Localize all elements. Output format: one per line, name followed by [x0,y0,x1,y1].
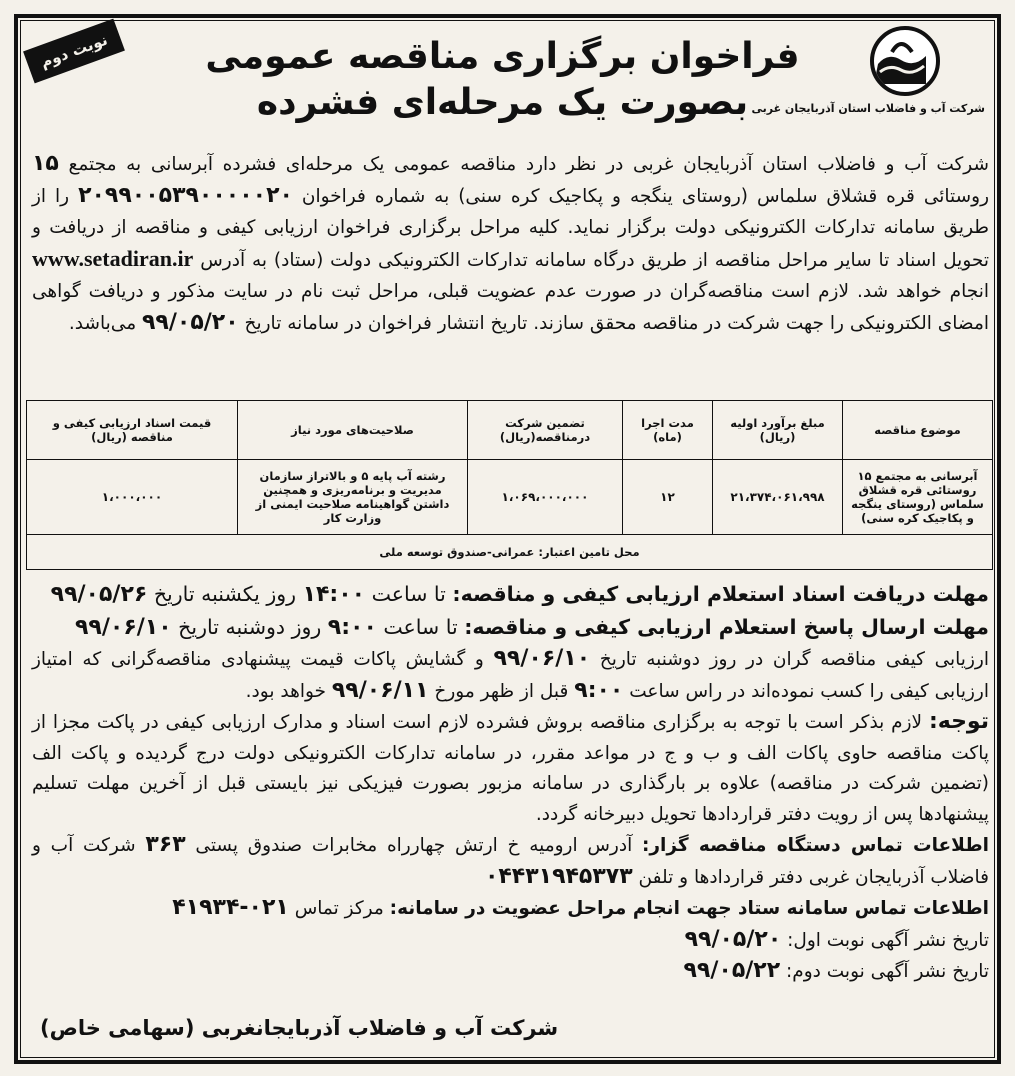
col-estimate: مبلغ برآورد اولیه (ریال) [713,401,843,460]
send-deadline-text: تا ساعت [383,615,458,639]
evaluation-text-3: قبل از ظهر مورخ [434,680,569,702]
setad-phone: ۰۲۱-۴۱۹۳۴ [172,895,289,920]
notice-details [32,578,989,988]
org-name: شرکت آب و فاضلاب استان آذربایجان غربی [751,102,985,115]
col-subject: موضوع مناقصه [843,401,993,460]
setad-contact-text: مرکز تماس [294,898,384,919]
org-logo-block [751,26,985,115]
cell-duration: ۱۲ [623,460,713,535]
evaluation-date: ۹۹/۰۶/۱۰ [493,646,591,671]
title-line-2: بصورت یک مرحله‌ای فشرده [256,82,749,123]
table-header-row [27,401,993,460]
company-signature: شرکت آب و فاضلاب آذربایجانغربی (سهامی خاص) [40,1016,559,1040]
note-label: توجه: [928,709,989,734]
send-deadline-date: ۹۹/۰۶/۱۰ [75,615,172,640]
setad-contact-paragraph [32,893,989,925]
evaluation-text-4: خواهد بود. [245,680,326,702]
tender-number: ۲۰۹۹۰۰۵۳۹۰۰۰۰۰۲۰ [78,183,293,208]
second-publish-date: ۹۹/۰۵/۲۲ [683,958,781,983]
col-doc-price: قیمت اسناد ارزیابی کیفی و مناقصه (ریال) [27,401,238,460]
publish-date: ۹۹/۰۵/۲۰ [142,310,239,335]
po-box-number: ۳۶۳ [145,832,186,857]
contact-paragraph [32,830,989,893]
cell-subject: آبرسانی به مجتمع ۱۵ روستائی قره قشلاق سلماس (روستای ینگجه و پکاجیک کره سنی) [843,460,993,535]
cell-guarantee: ۱،۰۶۹،۰۰۰،۰۰۰ [468,460,623,535]
first-publish-line [32,925,989,957]
receive-deadline-label: مهلت دریافت اسناد استعلام ارزیابی کیفی و مناقصه: [452,582,989,606]
intro-text-2: روستائی قره قشلاق سلماس (روستای ینگجه و پکاجیک کره سنی) به شماره فراخوان [301,186,989,207]
evaluation-paragraph [32,644,989,707]
second-round-badge: نوبت دوم [23,19,125,84]
send-deadline-day: روز دوشنبه تاریخ [178,615,322,639]
village-count: ۱۵ [32,151,59,176]
title-line-1: فراخوان برگزاری مناقصه عمومی [205,36,800,77]
receive-deadline-date: ۹۹/۰۵/۲۶ [50,582,148,607]
contact-text-2: شرکت آب و فاضلاب آذربایجان غربی دفتر قراردادها و تلفن [32,835,989,888]
table-footer-row [27,535,993,570]
contact-address: آدرس ارومیه خ ارتش چهارراه مخابرات صندوق پستی [195,835,633,856]
col-duration: مدت اجرا (ماه) [623,401,713,460]
funding-source: محل تامین اعتبار: عمرانی-صندوق توسعه ملی [27,535,993,570]
setad-contact-label: اطلاعات تماس سامانه ستاد جهت انجام مراحل عضویت در سامانه: [389,898,989,919]
intro-text-3: را از طریق سامانه تدارکات الکترونیکی دولت برگزار نماید. کلیه مراحل برگزاری فراخوان ارزیابی کیفی و مناقصه از دریافت و تحویل اسناد تا سایر مراحل مناقصه از طریق درگاه سامانه تدارکات الکترونیکی دولت (ستاد) به آدرس [32,186,989,271]
first-publish-label: تاریخ نشر آگهی نوبت اول: [787,929,989,951]
send-deadline [32,611,989,644]
cell-doc-price: ۱،۰۰۰،۰۰۰ [27,460,238,535]
send-deadline-label: مهلت ارسال پاسخ استعلام ارزیابی کیفی و مناقصه: [464,615,989,639]
second-publish-line [32,956,989,988]
intro-text-5: می‌باشد. [68,313,137,334]
evaluation-text-1: ارزیابی کیفی مناقصه گران در روز دوشنبه تاریخ [599,649,989,670]
intro-text-1: شرکت آب و فاضلاب استان آذربایجان غربی در نظر دارد مناقصه عمومی یک مرحله‌ای فشرده آبرسانی به مجتمع [68,154,989,175]
cell-estimate: ۲۱،۳۷۴،۰۶۱،۹۹۸ [713,460,843,535]
receive-deadline-text: تا ساعت [371,582,446,606]
send-deadline-time: ۹:۰۰ [327,615,377,640]
col-guarantee: تضمین شرکت درمناقصه(ریال) [468,401,623,460]
water-company-logo-icon [870,26,940,96]
receive-deadline-day: روز یکشنبه تاریخ [153,582,297,606]
second-publish-label: تاریخ نشر آگهی نوبت دوم: [786,961,989,982]
opening-time: ۹:۰۰ [574,677,624,703]
notice-title [190,34,815,126]
col-qualifications: صلاحیت‌های مورد نیاز [238,401,468,460]
tender-table [26,400,993,570]
note-paragraph [32,707,989,830]
contact-label: اطلاعات تماس دستگاه مناقصه گزار: [641,835,989,856]
setad-url-link[interactable]: www.setadiran.ir [32,246,194,271]
receive-deadline [32,578,989,611]
intro-text-4: انجام خواهد شد. لازم است مناقصه‌گران در صورت عدم عضویت قبلی، مراحل ثبت نام در سایت مذکور و دریافت گواهی امضای الکترونیکی را جهت شرکت در مناقصه محقق سازند. تاریخ انتشار فراخوان در سامانه تاریخ [32,281,989,334]
note-text: لازم بذکر است با توجه به برگزاری مناقصه بروش فشرده لازم است اسناد و مدارک ارزیابی کیفی در پاکت مجزا از پاکت مناقصه حاوی پاکات الف و ب و ج در مواعد مقرر، در سامانه تدارکات الکترونیکی دولت درج گردیده و پاکت الف (تضمین شرکت در مناقصه) علاوه بر بارگذاری در سامانه مزبور بصورت فیزیکی نیز بایستی قبل از آخرین مهلت تسلیم پیشنهادها پس از رویت دفتر قراردادها تحویل دبیرخانه گردد. [32,712,989,825]
opening-date: ۹۹/۰۶/۱۱ [331,677,429,703]
contact-phone: ۰۴۴۳۱۹۴۵۳۷۳ [484,863,633,889]
table-row [27,460,993,535]
receive-deadline-time: ۱۴:۰۰ [302,582,366,607]
first-publish-date: ۹۹/۰۵/۲۰ [684,926,782,952]
evaluation-text-2: و گشایش پاکات قیمت پیشنهادی مناقصه‌گرانی که امتیاز ارزیابی کیفی را کسب نموده‌اند در راس ساعت [32,649,989,702]
cell-qualifications: رشته آب پایه ۵ و بالاتراز سازمان مدیریت و برنامه‌ریزی و همچنین داشتن گواهینامه صلاحیت ایمنی از وزارت کار [238,460,468,535]
intro-paragraph [32,148,989,339]
